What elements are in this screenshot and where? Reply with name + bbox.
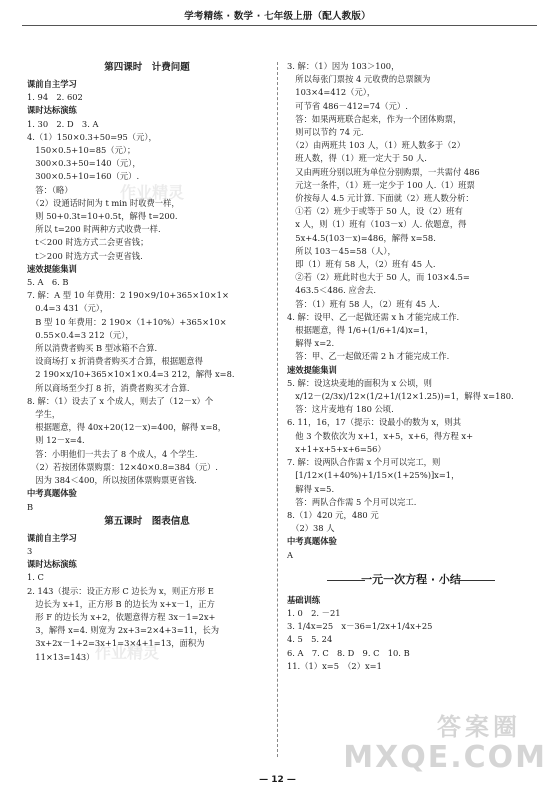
answer-line: 则可以节约 74 元. <box>287 127 364 138</box>
answer-line: ①若（2）班少于或等于 50 人，设（2）班有 <box>287 206 463 217</box>
answer-line: 300×0.5+10=160（元）. <box>27 171 140 182</box>
answer-line: 设商场打 x 折消费者购买才合算，根据题意得 <box>27 356 203 367</box>
section-heading: 基础训练 <box>287 594 321 605</box>
answer-line: 所以 103－45=58（人）， <box>287 245 396 256</box>
section-heading: 课前自主学习 <box>27 79 77 89</box>
answer-line: [1/12×(1+40%)+1/15×(1+25%)]x=1， <box>287 470 460 481</box>
answer-line: 答：（1）班有 58 人，（2）班有 45 人. <box>287 298 440 309</box>
section-heading: 课时达标演练 <box>27 559 77 570</box>
answer-line: （2）设通话时间为 t min 时收费一样， <box>27 197 180 208</box>
answer-line: B <box>27 501 34 512</box>
answer-line: 150×0.5+10=85（元）； <box>27 145 136 156</box>
answer-line: 5x+4.5(103－x)=486，解得 x=58. <box>287 232 436 243</box>
answer-line: t＜200 时选方式二会更省钱； <box>27 237 149 248</box>
answer-line: 5. 解：设这块麦地的面积为 x 公顷，则 <box>287 377 432 388</box>
section-heading: 速效提能集训 <box>27 263 77 274</box>
answer-line: 答：小明他们一共去了 8 个成人，4 个学生. <box>27 448 198 459</box>
answer-line: 答：如果两班联合起来，作为一个团体购票， <box>287 113 462 124</box>
answer-line: 所以商场至少打 8 折，消费者购买才合算. <box>27 382 190 393</box>
answer-line: 7. 解：A 型 10 年费用：2 190×9/10+365×10×1× <box>27 290 229 301</box>
answer-line: 4.（1）150×0.3+50=95（元）， <box>27 131 157 142</box>
answer-line: 即（1）班有 58 人，（2）班有 45 人. <box>287 259 436 270</box>
answer-line: 11×13=143） <box>27 651 95 662</box>
answer-line: （2）38 人 <box>287 523 335 534</box>
right-column <box>287 60 535 673</box>
header-rule <box>22 25 537 26</box>
answer-line: 则 12－x=4. <box>27 435 85 446</box>
left-column <box>27 60 267 664</box>
answer-line: 11.（1）x=5 （2）x=1 <box>287 660 382 671</box>
section-heading: 中考真题体验 <box>27 488 77 499</box>
answer-line: B 型 10 年费用：2 190×（1+10%）+365×10× <box>27 316 227 327</box>
answer-line: 300×0.3+50=140（元）， <box>27 158 141 169</box>
answer-line: 则 50+0.3t=10+0.5t，解得 t=200. <box>27 211 178 222</box>
answer-line: 所以每张门票按 4 元收费的总票额为 <box>287 74 431 85</box>
watermark-url: MXQE.COM <box>343 740 547 775</box>
answer-line: 答：（略） <box>27 184 73 195</box>
answer-line: 答：两队合作需 5 个月可以完工. <box>287 496 417 507</box>
column-divider <box>277 62 278 757</box>
answer-line: 解得 x=5. <box>287 483 335 494</box>
answer-line: 3，解得 x=4. 则宽为 2x+3=2×4+3=11，长为 <box>27 625 220 636</box>
page-number: — 12 — <box>259 775 296 785</box>
answer-line: 103×4=412（元）， <box>287 87 376 98</box>
answer-line: 6. A 7. C 8. D 9. C 10. B <box>287 647 410 658</box>
answer-line: x+1+x+5+x+6=56） <box>287 443 386 454</box>
answer-line: 3. 解：（1）因为 103＞100， <box>287 61 400 71</box>
answer-line: 1. 94 2. 602 <box>27 92 83 103</box>
answer-line: 6. 11，16，17（提示：设最小的数为 x，则其 <box>287 417 461 428</box>
answer-line: 3 <box>27 545 33 556</box>
answer-line: （2）若按团体票购票：12×40×0.8=384（元）. <box>27 461 218 472</box>
answer-line: x/12－(2/3x)/12×(1/2+1/(12×1.25))=1，解得 x=180. <box>287 391 514 402</box>
answer-line: 2 190×x/10+365×10×1×0.4=3 212，解得 x=8. <box>27 369 235 380</box>
answer-line: 班人数，得（1）班一定大于 50 人. <box>287 153 427 164</box>
answer-line: 元这一条件，（1）班一定少于 100 人.（1）班票 <box>287 179 475 190</box>
answer-line: 3x+2x－1+2=3x+1=3×4+1=13，面积为 <box>27 638 205 649</box>
answer-line: 7. 解：设两队合作需 x 个月可以完工，则 <box>287 457 441 468</box>
answer-line: 0.55×0.4=3 212（元）， <box>27 329 134 340</box>
answer-line: x 人，则（1）班有（103－x）人. 依题意，得 <box>287 219 467 230</box>
section-heading: 课前自主学习 <box>27 532 77 543</box>
answer-line: 又由两班分别以班为单位分别购票，一共需付 486 <box>287 166 480 177</box>
answer-line: 答：这片麦地有 180 公顷. <box>287 404 394 415</box>
answer-line: 5. A 6. B <box>27 277 69 288</box>
answer-line: 边长为 x+1，正方形 B 的边长为 x+x－1，正方 <box>27 598 215 609</box>
answer-line: 学生， <box>27 409 61 420</box>
answer-line: t＞200 时选方式一会更省钱. <box>27 250 143 261</box>
answer-line: 根据题意，得 40x+20(12－x)=400，解得 x=8， <box>27 422 226 433</box>
answer-line: 463.5＜486. 应舍去. <box>287 285 376 296</box>
lesson-title: 第四课时 计费问题 <box>104 62 190 73</box>
answer-line: A <box>287 549 293 560</box>
answer-line: 他 3 个数依次为 x+1，x+5，x+6，得方程 x+ <box>287 430 474 441</box>
section-heading: 课时达标演练 <box>27 105 77 116</box>
answer-line: 2. 143（提示：设正方形 C 边长为 x，则正方形 E <box>27 585 214 596</box>
answer-line: 因为 384＜400，所以按团体票购票更省钱. <box>27 475 197 486</box>
watermark-faint: 作业精灵 <box>120 183 185 202</box>
answer-line: 4. 5 5. 24 <box>287 634 333 645</box>
answer-line: 1. 30 2. D 3. A <box>27 118 99 129</box>
answer-line: 根据题意，得 1/6+(1/6+1/4)x=1， <box>287 325 434 336</box>
section-heading: 速效提能集训 <box>287 364 337 375</box>
answer-line: 8. 解：（1）设去了 x 个成人，则去了（12－x）个 <box>27 395 214 406</box>
answer-line: 4. 解：设甲、乙一起做还需 x h 才能完成工作. <box>287 311 460 322</box>
answer-line: 1. C <box>27 572 44 583</box>
answer-line: 所以消费者购买 B 型冰箱不合算. <box>27 343 158 354</box>
answer-line: 1. 0 2. －21 <box>287 607 341 618</box>
answer-line: 可节省 486－412=74（元）. <box>287 100 408 111</box>
watermark-faint-2: 作业精灵 <box>95 643 160 662</box>
answer-line: 0.4=3 431（元）， <box>27 303 109 314</box>
answer-line: 形 F 的边长为 x+2，依题意得方程 3x－1=2x+ <box>27 611 216 622</box>
answer-line: 3. 1/4x=25 x－36=1/2x+1/4x+25 <box>287 621 433 632</box>
answer-line: ②若（2）班此时也大于 50 人，而 103×4.5= <box>287 272 470 283</box>
chapter-summary-title: 一元一次方程 · 小结 <box>287 572 535 588</box>
lesson-title: 第五课时 图表信息 <box>104 515 190 527</box>
running-header: 学考精练 · 数学 · 七年级上册（配人教版） <box>184 11 371 22</box>
answer-line: 所以 t=200 时两种方式收费一样. <box>27 224 161 235</box>
watermark-brand: 答案圈 <box>437 713 521 741</box>
answer-line: 答：甲、乙一起做还需 2 h 才能完成工作. <box>287 351 450 362</box>
section-heading: 中考真题体验 <box>287 536 337 547</box>
answer-line: 价按每人 4.5 元计算. 下面就（2）班人数分析： <box>287 193 474 204</box>
answer-line: 解得 x=2. <box>287 338 335 349</box>
answer-line: （2）由两班共 103 人，（1）班人数多于（2） <box>287 140 465 151</box>
answer-line: 8.（1）420 元，480 元 <box>287 509 379 520</box>
